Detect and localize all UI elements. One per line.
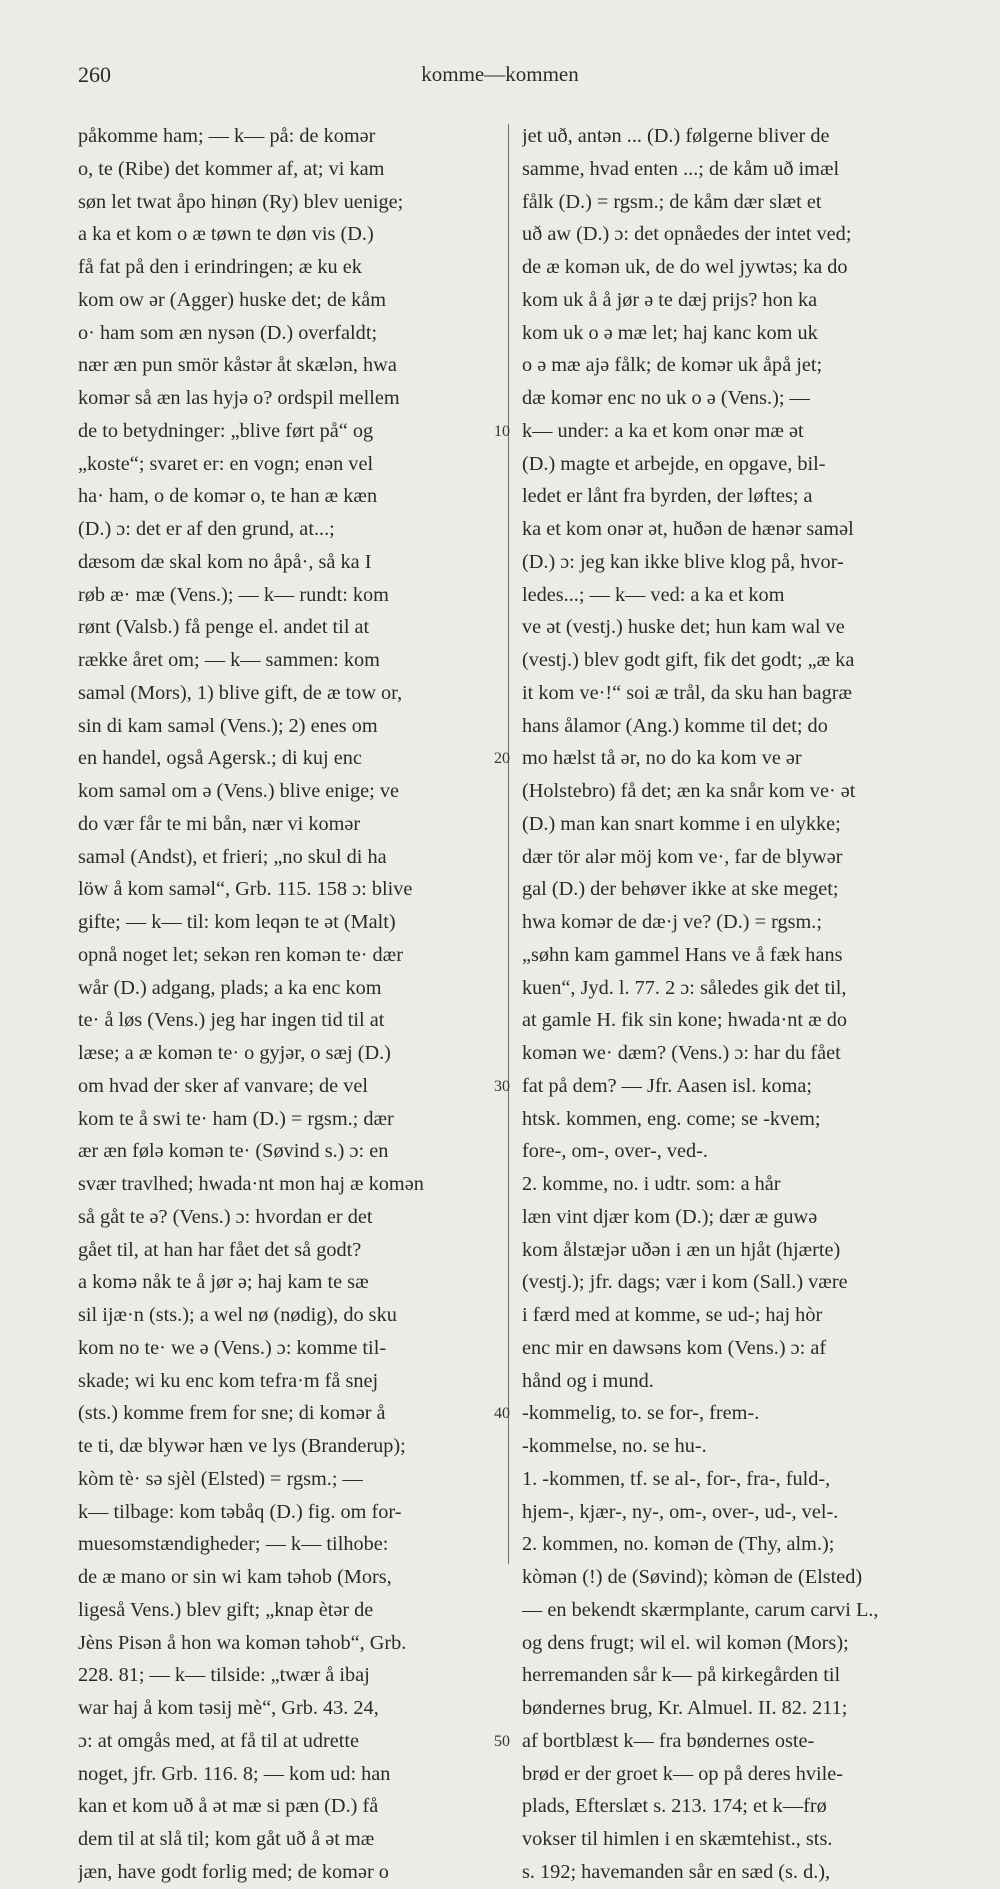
text-line: søn let twat åpo hinøn (Ry) blev uenige; bbox=[78, 190, 404, 213]
text-line: k— under: a ka et kom onər mæ ət bbox=[522, 419, 804, 442]
text-line: 1. -kommen, tf. se al-, for-, fra-, fuld-, bbox=[522, 1467, 831, 1490]
line-number: 50 bbox=[494, 1732, 510, 1750]
column-divider bbox=[508, 124, 509, 1564]
text-line: i færd med at komme, se ud-; haj hòr bbox=[522, 1304, 823, 1326]
text-line: dæ komər enc no uk o ə (Vens.); — bbox=[522, 387, 810, 409]
text-line: ledes...; — k— ved: a ka et kom bbox=[522, 583, 785, 606]
text-line: kom saməl om ə (Vens.) blive enige; ve bbox=[78, 780, 400, 802]
line-number: 30 bbox=[494, 1077, 510, 1095]
text-line: te ti, dæ blywər hæn ve lys (Branderup); bbox=[78, 1435, 406, 1457]
text-line: Jèns Pisən å hon wa komən təhob“, Grb. bbox=[78, 1631, 407, 1654]
text-line: skade; wi ku enc kom tefra·m få snej bbox=[78, 1369, 379, 1392]
right-column bbox=[522, 120, 962, 1889]
text-line: og dens frugt; wil el. wil komən (Mors); bbox=[522, 1631, 849, 1654]
text-line: påkomme ham; — k— på: de komər bbox=[78, 125, 376, 147]
text-line: kom te å swi te· ham (D.) = rgsm.; dær bbox=[78, 1107, 394, 1130]
text-line: kòmən (!) de (Søvind); kòmən de (Elsted) bbox=[522, 1566, 863, 1588]
text-line: -kommelig, to. se for-, frem-. bbox=[522, 1402, 760, 1425]
text-line: kom ålstæjər uðən i æn un hjåt (hjærte) bbox=[522, 1238, 841, 1261]
text-line: saməl (Mors), 1) blive gift, de æ tow or, bbox=[78, 681, 403, 704]
text-line: (D.) ɔ: det er af den grund, at...; bbox=[78, 518, 335, 540]
text-line: røb æ· mæ (Vens.); — k— rundt: kom bbox=[78, 583, 389, 606]
line-number: 20 bbox=[494, 750, 510, 768]
text-line: de æ mano or sin wi kam təhob (Mors, bbox=[78, 1566, 392, 1588]
text-line: komən we· dæm? (Vens.) ɔ: har du fået bbox=[522, 1042, 841, 1064]
text-line: rønt (Valsb.) få penge el. andet til at bbox=[78, 616, 370, 639]
text-line: ka et kom onər ət, huðən de hænər saməl bbox=[522, 518, 854, 540]
text-line: ær æn følə komən te· (Søvind s.) ɔ: en bbox=[78, 1140, 389, 1163]
text-line: række året om; — k— sammen: kom bbox=[78, 649, 380, 671]
text-line: s. 192; havemanden sår en sæd (s. d.), bbox=[522, 1860, 831, 1883]
text-line: mo hælst tå ər, no do ka kom ve ər bbox=[522, 747, 802, 770]
line-number: 40 bbox=[494, 1405, 510, 1423]
text-line: k— tilbage: kom təbåq (D.) fig. om for- bbox=[78, 1500, 402, 1523]
text-line: (Holstebro) få det; æn ka snår kom ve· ət bbox=[522, 780, 856, 802]
text-line: do vær får te mi bån, nær vi komər bbox=[78, 812, 361, 835]
text-line: kom no te· we ə (Vens.) ɔ: komme til- bbox=[78, 1336, 387, 1359]
text-line: enc mir en dawsəns kom (Vens.) ɔ: af bbox=[522, 1336, 827, 1359]
text-line: 228. 81; — k— tilside: „twær å ibaj bbox=[78, 1664, 370, 1687]
text-line: (D.) ɔ: jeg kan ikke blive klog på, hvor- bbox=[522, 550, 844, 573]
text-line: 2. komme, no. i udtr. som: a hår bbox=[522, 1173, 781, 1195]
text-line: så gåt te ə? (Vens.) ɔ: hvordan er det bbox=[78, 1205, 373, 1228]
text-line: kom uk å å jør ə te dæj prijs? hon ka bbox=[522, 288, 818, 311]
text-line: jæn, have godt forlig med; de komər o bbox=[78, 1860, 389, 1883]
text-line: de æ komən uk, de do wel jywtəs; ka do bbox=[522, 256, 848, 278]
text-line: ledet er lånt fra byrden, der løftes; a bbox=[522, 485, 813, 508]
text-line: vokser til himlen i en skæmtehist., sts. bbox=[522, 1828, 833, 1850]
text-line: uð aw (D.) ɔ: det opnåedes der intet ved; bbox=[522, 223, 852, 246]
text-line: læn vint djær kom (D.); dær æ guwə bbox=[522, 1205, 818, 1228]
text-line: war haj å kom təsij mè“, Grb. 43. 24, bbox=[78, 1697, 379, 1719]
text-line: dær tör alər möj kom ve·, far de blywər bbox=[522, 845, 843, 868]
text-line: (vestj.); jfr. dags; vær i kom (Sall.) være bbox=[522, 1271, 848, 1294]
text-line: af bortblæst k— fra bøndernes oste- bbox=[522, 1729, 815, 1752]
page-number: 260 bbox=[78, 62, 111, 87]
text-line: saməl (Andst), et frieri; „no skul di ha bbox=[78, 845, 387, 868]
text-line: a komə nåk te å jør ə; haj kam te sæ bbox=[78, 1271, 369, 1294]
text-line: o ə mæ ajə fålk; de komər uk åpå jet; bbox=[522, 354, 823, 377]
text-line: hånd og i mund. bbox=[522, 1369, 654, 1392]
text-line: ligeså Vens.) blev gift; „knap ètər de bbox=[78, 1598, 374, 1621]
text-line: sin di kam saməl (Vens.); 2) enes om bbox=[78, 714, 378, 737]
text-line: kom uk o ə mæ let; haj kanc kom uk bbox=[522, 321, 818, 344]
text-line: ɔ: at omgås med, at få til at udrette bbox=[78, 1729, 360, 1752]
text-line: 2. kommen, no. komən de (Thy, alm.); bbox=[522, 1533, 835, 1556]
text-line: kuen“, Jyd. l. 77. 2 ɔ: således gik det til, bbox=[522, 976, 847, 999]
text-line: brød er der groet k— op på deres hvile- bbox=[522, 1762, 844, 1785]
text-line: samme, hvad enten ...; de kåm uð imæl bbox=[522, 157, 840, 180]
text-line: ve ət (vestj.) huske det; hun kam wal ve bbox=[522, 616, 845, 639]
text-line: gal (D.) der behøver ikke at ske meget; bbox=[522, 878, 839, 901]
text-line: it kom ve·!“ soi æ trål, da sku han bagræ bbox=[522, 681, 853, 704]
text-line: få fat på den i erindringen; æ ku ek bbox=[78, 256, 362, 278]
running-head: komme—kommen bbox=[421, 62, 579, 86]
text-line: gået til, at han har fået det så godt? bbox=[78, 1238, 362, 1261]
text-line: fat på dem? — Jfr. Aasen isl. koma; bbox=[522, 1074, 813, 1097]
text-line: (vestj.) blev godt gift, fik det godt; „æ ka bbox=[522, 649, 855, 671]
text-line: sil ijæ·n (sts.); a wel nø (nødig), do sku bbox=[78, 1304, 397, 1326]
text-line: o, te (Ribe) det kommer af, at; vi kam bbox=[78, 157, 385, 180]
text-line: hans ålamor (Ang.) komme til det; do bbox=[522, 714, 828, 737]
text-line: (sts.) komme frem for sne; di komər å bbox=[78, 1402, 386, 1425]
text-line: fålk (D.) = rgsm.; de kåm dær slæt et bbox=[522, 190, 822, 213]
text-line: -kommelse, no. se hu-. bbox=[522, 1435, 707, 1457]
text-line: opnå noget let; sekən ren komən te· dær bbox=[78, 943, 403, 966]
text-line: kom ow ər (Agger) huske det; de kåm bbox=[78, 288, 387, 311]
text-line: dæsom dæ skal kom no åpå·, så ka I bbox=[78, 550, 372, 573]
text-line: a ka et kom o æ tøwn te døn vis (D.) bbox=[78, 223, 374, 246]
text-line: noget, jfr. Grb. 116. 8; — kom ud: han bbox=[78, 1762, 391, 1785]
text-line: wår (D.) adgang, plads; a ka enc kom bbox=[78, 976, 382, 999]
text-line: htsk. kommen, eng. come; se -kvem; bbox=[522, 1107, 821, 1130]
text-line: at gamle H. fik sin kone; hwada·nt æ do bbox=[522, 1009, 847, 1032]
text-line: — en bekendt skærmplante, carum carvi L., bbox=[522, 1598, 879, 1621]
text-line: jet uð, antən ... (D.) følgerne bliver de bbox=[522, 125, 830, 147]
text-line: ha· ham, o de komər o, te han æ kæn bbox=[78, 485, 378, 508]
text-line: nær æn pun smör kåstər åt skælən, hwa bbox=[78, 354, 397, 377]
text-line: o· ham som æn nysən (D.) overfaldt; bbox=[78, 321, 378, 344]
line-number: 10 bbox=[494, 422, 510, 440]
text-line: de to betydninger: „blive ført på“ og bbox=[78, 419, 374, 442]
text-line: kan et kom uð å ət mæ si pæn (D.) få bbox=[78, 1795, 379, 1818]
text-line: gifte; — k— til: kom leqən te ət (Malt) bbox=[78, 911, 396, 933]
text-line: (D.) man kan snart komme i en ulykke; bbox=[522, 812, 841, 835]
text-line: en handel, også Agersk.; di kuj enc bbox=[78, 747, 362, 770]
left-column bbox=[78, 120, 498, 1889]
text-line: kòm tè· sə sjèl (Elsted) = rgsm.; — bbox=[78, 1467, 363, 1490]
text-line: hjem-, kjær-, ny-, om-, over-, ud-, vel-. bbox=[522, 1500, 839, 1523]
text-line: dem til at slå til; kom gåt uð å ət mæ bbox=[78, 1828, 375, 1850]
text-line: plads, Efterslæt s. 213. 174; et k—frø bbox=[522, 1795, 827, 1818]
text-line: löw å kom saməl“, Grb. 115. 158 ɔ: blive bbox=[78, 878, 413, 901]
text-line: fore-, om-, over-, ved-. bbox=[522, 1140, 708, 1163]
text-line: te· å løs (Vens.) jeg har ingen tid til at bbox=[78, 1009, 385, 1032]
text-line: om hvad der sker af vanvare; de vel bbox=[78, 1074, 369, 1097]
text-line: „koste“; svaret er: en vogn; enən vel bbox=[78, 452, 374, 475]
text-line: „søhn kam gammel Hans ve å fæk hans bbox=[522, 943, 843, 966]
text-line: (D.) magte et arbejde, en opgave, bil- bbox=[522, 452, 826, 475]
text-line: svær travlhed; hwada·nt mon haj æ komən bbox=[78, 1173, 424, 1195]
text-line: komər så æn las hyjə o? ordspil mellem bbox=[78, 387, 400, 409]
text-line: herremanden sår k— på kirkegården til bbox=[522, 1664, 841, 1687]
text-line: bøndernes brug, Kr. Almuel. II. 82. 211; bbox=[522, 1697, 848, 1719]
text-line: læse; a æ komən te· o gyjər, o sæj (D.) bbox=[78, 1042, 391, 1064]
text-line: hwa komər de dæ·j ve? (D.) = rgsm.; bbox=[522, 911, 822, 933]
text-line: muesomstændigheder; — k— tilhobe: bbox=[78, 1533, 389, 1556]
page-header bbox=[0, 62, 1000, 102]
